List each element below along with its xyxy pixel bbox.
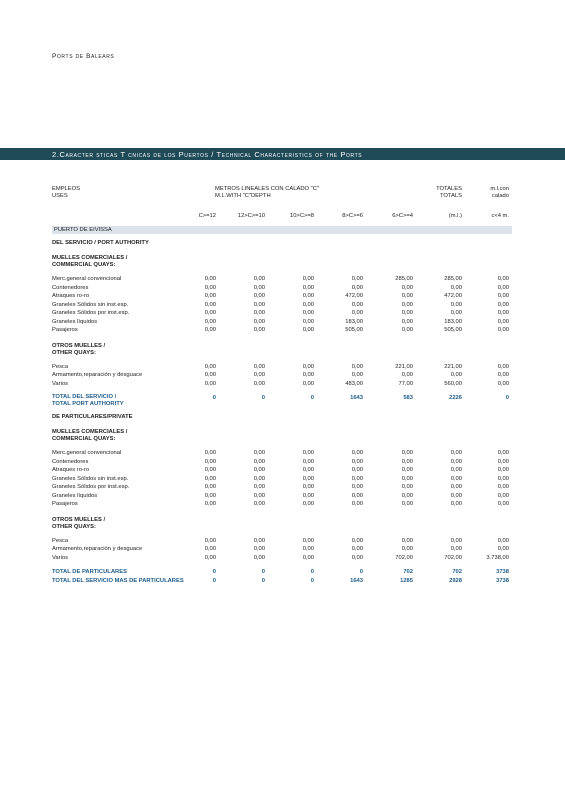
table-cell: 0,00	[497, 276, 509, 282]
table-cell: 483,00	[345, 380, 363, 387]
table-cell: 0,00	[497, 492, 509, 499]
table-cell: 0,00	[204, 293, 216, 299]
table-cell: 0,00	[204, 450, 216, 456]
service-other-heading-es: OTROS MUELLES /	[52, 342, 106, 349]
table-cell: 0,00	[351, 310, 363, 316]
table-cell: 0,00	[351, 492, 363, 499]
table-cell: 0,00	[497, 363, 509, 370]
table-row	[52, 275, 512, 284]
table-cell: 0,00	[450, 284, 462, 291]
total-cell: 0	[359, 569, 363, 575]
column-header: 12>C>=10	[237, 213, 265, 219]
table-cell: 183,00	[444, 318, 462, 325]
table-cell: 0,00	[253, 327, 265, 333]
table-cell: 0,00	[351, 484, 363, 490]
table-cell: 0,00	[401, 484, 413, 490]
table-cell: 0,00	[253, 467, 265, 473]
table-cell: 0,00	[401, 284, 413, 291]
service-commercial-rows	[52, 275, 512, 335]
section-title: 2.Caracter sticas T cnicas de los Puertos / Technical Characteristics of the Ports	[52, 150, 363, 159]
table-cell: 0,00	[401, 501, 413, 507]
table-cell: 0,00	[401, 327, 413, 333]
table-cell: 0,00	[253, 380, 265, 387]
table-cell: 0,00	[253, 458, 265, 465]
table-cell: 0,00	[497, 284, 509, 291]
table-cell: 0,00	[497, 318, 509, 325]
table-cell: 183,00	[345, 318, 363, 325]
table-cell: 0,00	[401, 467, 413, 473]
table-cell: 0,00	[204, 301, 216, 308]
table-cell: 0,00	[351, 546, 363, 552]
table-cell: 0,00	[253, 554, 265, 561]
table-cell: 0,00	[497, 293, 509, 299]
table-cell: 0,00	[450, 484, 462, 490]
row-label: Armamento,reparación y desguace	[52, 372, 143, 378]
table-cell: 0,00	[253, 310, 265, 316]
total-cell: 583	[403, 395, 413, 401]
table-cell: 0,00	[497, 501, 509, 507]
table-cell: 0,00	[497, 327, 509, 333]
row-label: Graneles Sólidos por inst.esp.	[52, 310, 130, 316]
table-cell: 0,00	[302, 546, 314, 552]
table-cell: 0,00	[401, 310, 413, 316]
table-cell: 221,00	[444, 363, 462, 370]
row-label: Pesca	[52, 537, 69, 544]
row-label: Varios	[52, 380, 69, 387]
table-cell: 0,00	[450, 546, 462, 552]
total-cell: 0	[261, 569, 265, 575]
table-row	[52, 483, 512, 492]
table-cell: 0,00	[204, 554, 216, 561]
table-cell: 0,00	[351, 467, 363, 473]
table-cell: 0,00	[497, 546, 509, 552]
table-cell: 0,00	[450, 501, 462, 507]
header-depth-en: M.L.WITH "C"DEPTH	[215, 193, 271, 199]
table-cell: 0,00	[401, 293, 413, 299]
table-cell: 0,00	[302, 450, 314, 456]
table-cell: 0,00	[253, 293, 265, 299]
table-cell: 0,00	[302, 363, 314, 370]
table-row	[52, 449, 512, 458]
table-cell: 0,00	[253, 363, 265, 370]
table-cell: 0,00	[302, 492, 314, 499]
table-row	[52, 301, 512, 310]
table-cell: 0,00	[302, 284, 314, 291]
header-uses-en: USES	[52, 193, 68, 199]
table-row	[52, 292, 512, 301]
total-cell: 1643	[350, 395, 363, 401]
table-cell: 0,00	[401, 492, 413, 499]
table-cell: 0,00	[204, 492, 216, 499]
total-cell: 702	[403, 569, 413, 575]
port-name: PUERTO DE EIVISSA	[54, 227, 112, 233]
table-cell: 0,00	[253, 484, 265, 490]
total-cell: 0	[212, 577, 216, 584]
table-cell: 0,00	[302, 537, 314, 544]
total-cell: 0	[505, 395, 509, 401]
table-cell: 0,00	[253, 475, 265, 482]
row-label: Contenedores	[52, 458, 89, 465]
total-cell: 0	[212, 569, 216, 575]
private-other-heading-es: OTROS MUELLES /	[52, 516, 106, 523]
service-title: DEL SERVICIO / PORT AUTHORITY	[52, 240, 149, 246]
table-cell: 702,00	[395, 554, 413, 561]
table-cell: 0,00	[204, 363, 216, 370]
total-cell: 3738	[496, 577, 509, 584]
table-cell: 0,00	[204, 327, 216, 333]
table-cell: 0,00	[302, 301, 314, 308]
table-cell: 0,00	[450, 310, 462, 316]
table-cell: 0,00	[450, 475, 462, 482]
table-cell: 0,00	[204, 546, 216, 552]
table-cell: 0,00	[253, 301, 265, 308]
table-row	[52, 466, 512, 475]
table-cell: 0,00	[497, 380, 509, 387]
table-cell: 0,00	[450, 467, 462, 473]
private-commercial-heading-en: COMMERCIAL QUAYS:	[52, 436, 116, 442]
table-row	[52, 380, 512, 389]
table-row	[52, 500, 512, 509]
table-cell: 0,00	[351, 301, 363, 308]
table-cell: 0,00	[302, 554, 314, 561]
table-cell: 0,00	[253, 284, 265, 291]
row-label: Graneles líquidos	[52, 318, 98, 325]
column-header: 10>C>=8	[289, 213, 314, 219]
table-cell: 0,00	[351, 363, 363, 370]
total-cell: 702	[452, 569, 462, 575]
column-header: 6>C>=4	[392, 213, 413, 219]
table-cell: 0,00	[351, 372, 363, 378]
column-header: c<4 m.	[491, 213, 509, 219]
column-header: (m.l.)	[448, 213, 462, 219]
grand-total-label: TOTAL DEL SERVICIO MAS DE PARTICULARES	[52, 577, 184, 584]
total-cell: 0	[310, 577, 314, 584]
table-cell: 0,00	[302, 467, 314, 473]
table-cell: 0,00	[302, 380, 314, 387]
private-commercial-rows	[52, 449, 512, 509]
table-cell: 0,00	[401, 537, 413, 544]
table-row	[52, 284, 512, 293]
table-cell: 0,00	[204, 537, 216, 544]
table-cell: 0,00	[302, 327, 314, 333]
table-cell: 285,00	[395, 276, 413, 282]
header-totals-en: TOTALS	[439, 193, 462, 199]
table-row	[52, 537, 512, 546]
table-cell: 702,00	[444, 554, 462, 561]
table-cell: 0,00	[204, 501, 216, 507]
table-cell: 0,00	[497, 450, 509, 456]
private-total-label: TOTAL DE PARTICULARES	[52, 569, 127, 575]
row-label: Atraques ro-ro	[52, 293, 90, 299]
table-cell: 0,00	[351, 475, 363, 482]
table-cell: 0,00	[497, 301, 509, 308]
table-cell: 0,00	[351, 554, 363, 561]
table-cell: 0,00	[204, 310, 216, 316]
private-total-row	[52, 568, 512, 577]
table-cell: 0,00	[497, 310, 509, 316]
service-total-label-es: TOTAL DEL SERVICIO /	[52, 394, 117, 400]
table-row	[52, 363, 512, 372]
table-cell: 0,00	[302, 475, 314, 482]
service-commercial-heading-en: COMMERCIAL QUAYS:	[52, 262, 116, 268]
table-cell: 0,00	[351, 450, 363, 456]
table-cell: 0,00	[450, 450, 462, 456]
table-row	[52, 458, 512, 467]
table-cell: 0,00	[401, 546, 413, 552]
total-cell: 0	[212, 395, 216, 401]
table-header	[52, 186, 512, 224]
table-cell: 0,00	[302, 372, 314, 378]
table-cell: 0,00	[204, 484, 216, 490]
table-row	[52, 371, 512, 380]
row-label: Contenedores	[52, 284, 89, 291]
table-cell: 0,00	[302, 501, 314, 507]
grand-total-row	[52, 577, 512, 586]
total-cell: 0	[310, 569, 314, 575]
table-cell: 221,00	[395, 363, 413, 370]
table-cell: 0,00	[450, 301, 462, 308]
service-total-label-en: TOTAL PORT AUTHORITY	[52, 401, 124, 407]
table-cell: 0,00	[401, 372, 413, 378]
table-cell: 0,00	[497, 484, 509, 490]
service-commercial-heading-es: MUELLES COMERCIALES /	[52, 255, 128, 261]
table-cell: 0,00	[497, 537, 509, 544]
table-row	[52, 545, 512, 554]
table-row	[52, 475, 512, 484]
table-cell: 0,00	[401, 318, 413, 325]
table-cell: 560,00	[444, 380, 462, 387]
header-uses-es: EMPLEOS	[52, 186, 81, 192]
private-title: DE PARTICULARES/PRIVATE	[52, 414, 133, 420]
total-cell: 2226	[449, 395, 462, 401]
row-label: Merc.general convencional	[52, 450, 122, 456]
table-cell: 285,00	[444, 276, 462, 282]
row-label: Pesca	[52, 363, 69, 370]
table-cell: 0,00	[450, 537, 462, 544]
table-cell: 0,00	[253, 546, 265, 552]
table-cell: 0,00	[253, 318, 265, 325]
row-label: Graneles Sólidos por inst.esp.	[52, 484, 130, 490]
table-cell: 0,00	[204, 475, 216, 482]
table-cell: 0,00	[497, 372, 509, 378]
table-cell: 3.738,00	[486, 554, 509, 561]
total-cell: 1285	[400, 577, 413, 584]
table-cell: 472,00	[345, 293, 363, 299]
table-cell: 0,00	[253, 537, 265, 544]
table-cell: 0,00	[351, 284, 363, 291]
row-label: Pasajeros	[52, 501, 78, 507]
private-other-rows	[52, 537, 512, 563]
table-cell: 0,00	[401, 450, 413, 456]
table-row	[52, 492, 512, 501]
table-cell: 0,00	[204, 372, 216, 378]
table-cell: 0,00	[351, 537, 363, 544]
table-cell: 505,00	[345, 327, 363, 333]
characteristics-table	[52, 186, 512, 585]
table-cell: 0,00	[204, 458, 216, 465]
table-cell: 0,00	[302, 458, 314, 465]
table-cell: 0,00	[450, 458, 462, 465]
total-cell: 0	[261, 577, 265, 584]
table-cell: 0,00	[253, 276, 265, 282]
table-cell: 0,00	[204, 318, 216, 325]
port-name-band	[52, 226, 512, 234]
row-label: Pasajeros	[52, 327, 78, 333]
table-cell: 0,00	[401, 458, 413, 465]
table-row	[52, 326, 512, 335]
private-other-heading-en: OTHER QUAYS:	[52, 523, 96, 530]
table-cell: 0,00	[204, 284, 216, 291]
row-label: Graneles Sólidos sin inst.esp.	[52, 301, 129, 308]
table-cell: 0,00	[204, 380, 216, 387]
table-cell: 505,00	[444, 327, 462, 333]
table-cell: 0,00	[302, 276, 314, 282]
table-cell: 0,00	[450, 372, 462, 378]
service-other-rows	[52, 363, 512, 389]
private-commercial-heading-es: MUELLES COMERCIALES /	[52, 429, 128, 435]
table-cell: 77,00	[398, 380, 413, 387]
table-cell: 0,00	[401, 475, 413, 482]
table-cell: 0,00	[253, 372, 265, 378]
table-cell: 0,00	[302, 293, 314, 299]
table-row	[52, 318, 512, 327]
table-cell: 0,00	[401, 301, 413, 308]
row-label: Atraques ro-ro	[52, 467, 90, 473]
row-label: Graneles Sólidos sin inst.esp.	[52, 475, 129, 482]
header-mlcon: m.l.con	[490, 186, 509, 192]
table-cell: 0,00	[302, 484, 314, 490]
row-label: Varios	[52, 554, 69, 561]
section-title-bar	[0, 148, 565, 160]
table-row	[52, 554, 512, 563]
total-cell: 2928	[449, 577, 462, 584]
total-cell: 0	[310, 395, 314, 401]
row-label: Armamento,reparación y desguace	[52, 546, 143, 552]
header-depth-es: METROS LINEALES CON CALADO "C"	[215, 186, 319, 192]
table-cell: 0,00	[204, 276, 216, 282]
column-header: 8>C>=6	[342, 213, 363, 219]
table-cell: 0,00	[253, 501, 265, 507]
table-cell: 0,00	[302, 318, 314, 325]
service-other-heading-en: OTHER QUAYS:	[52, 349, 96, 356]
table-cell: 472,00	[444, 293, 462, 299]
table-cell: 0,00	[204, 467, 216, 473]
total-cell: 3738	[496, 569, 509, 575]
table-cell: 0,00	[302, 310, 314, 316]
table-cell: 0,00	[253, 450, 265, 456]
table-row	[52, 309, 512, 318]
table-cell: 0,00	[450, 492, 462, 499]
header-totals-es: TOTALES	[436, 186, 462, 192]
service-total-row	[52, 394, 512, 410]
table-cell: 0,00	[253, 492, 265, 499]
column-header: C>=12	[198, 213, 216, 219]
row-label: Merc.general convencional	[52, 276, 122, 282]
brand-header: Ports de Balears	[52, 53, 115, 60]
total-cell: 1643	[350, 577, 363, 584]
table-cell: 0,00	[351, 501, 363, 507]
table-cell: 0,00	[497, 475, 509, 482]
header-calado: calado	[491, 193, 509, 199]
total-cell: 0	[261, 395, 265, 401]
row-label: Graneles líquidos	[52, 492, 98, 499]
table-cell: 0,00	[351, 276, 363, 282]
table-cell: 0,00	[497, 467, 509, 473]
table-cell: 0,00	[351, 458, 363, 465]
table-cell: 0,00	[497, 458, 509, 465]
